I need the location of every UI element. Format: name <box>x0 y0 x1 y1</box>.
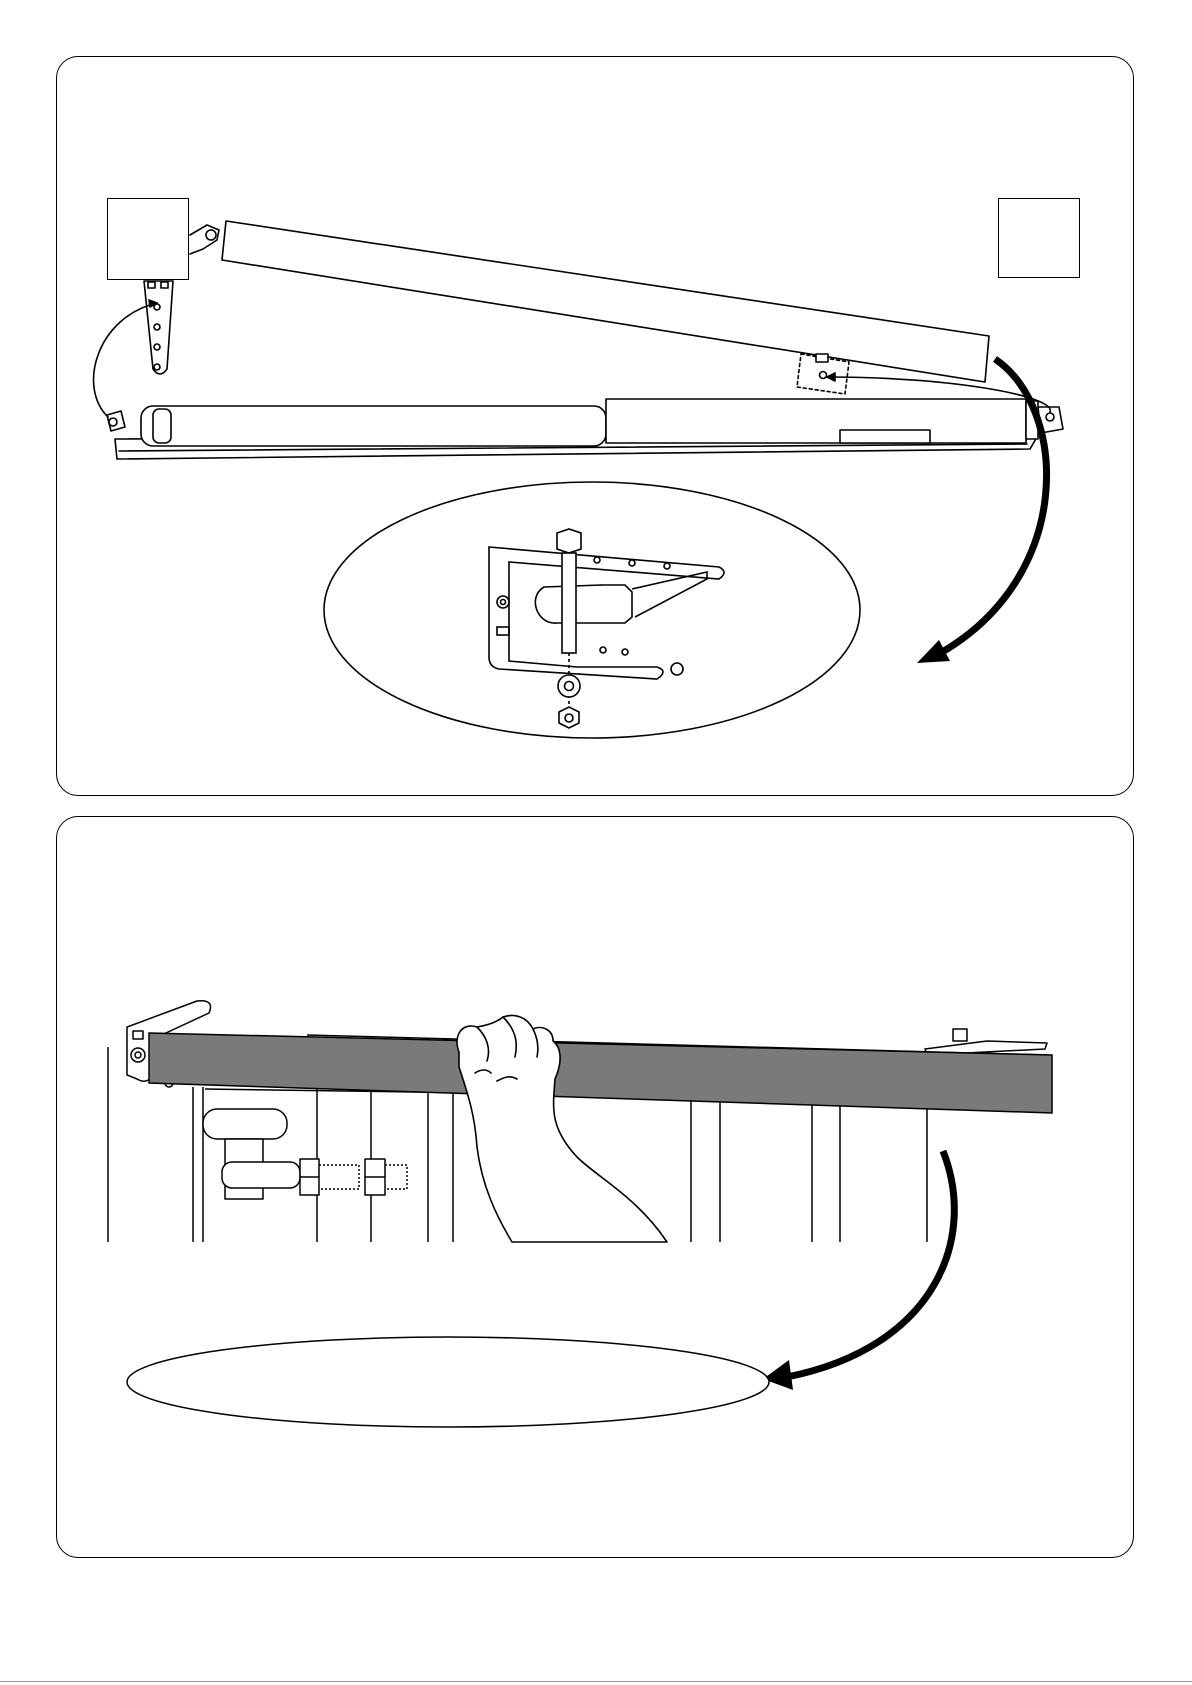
page-edge-line <box>0 1681 1192 1682</box>
hinge-plate-left <box>144 281 173 374</box>
pivot-link-left <box>190 225 219 254</box>
installed-diagram <box>57 817 1134 1558</box>
nut-icon <box>365 1159 385 1195</box>
step-panel-top <box>56 56 1134 796</box>
gas-strut <box>107 399 1063 459</box>
label-box-right <box>998 198 1080 278</box>
lower-rail <box>203 1109 407 1199</box>
caption-text <box>127 1337 769 1427</box>
label-box-left <box>107 198 189 280</box>
arm-bar-installed <box>149 1033 1052 1113</box>
washer-icon <box>558 675 580 697</box>
arm-bracket <box>797 354 849 394</box>
nut-icon <box>300 1159 319 1195</box>
step-panel-bottom <box>56 816 1134 1558</box>
rotate-arrow-icon <box>763 1151 954 1390</box>
detail-callout <box>324 482 860 738</box>
nut-icon <box>559 707 579 728</box>
arm-bar <box>222 221 989 382</box>
mounting-diagram <box>57 57 1134 796</box>
